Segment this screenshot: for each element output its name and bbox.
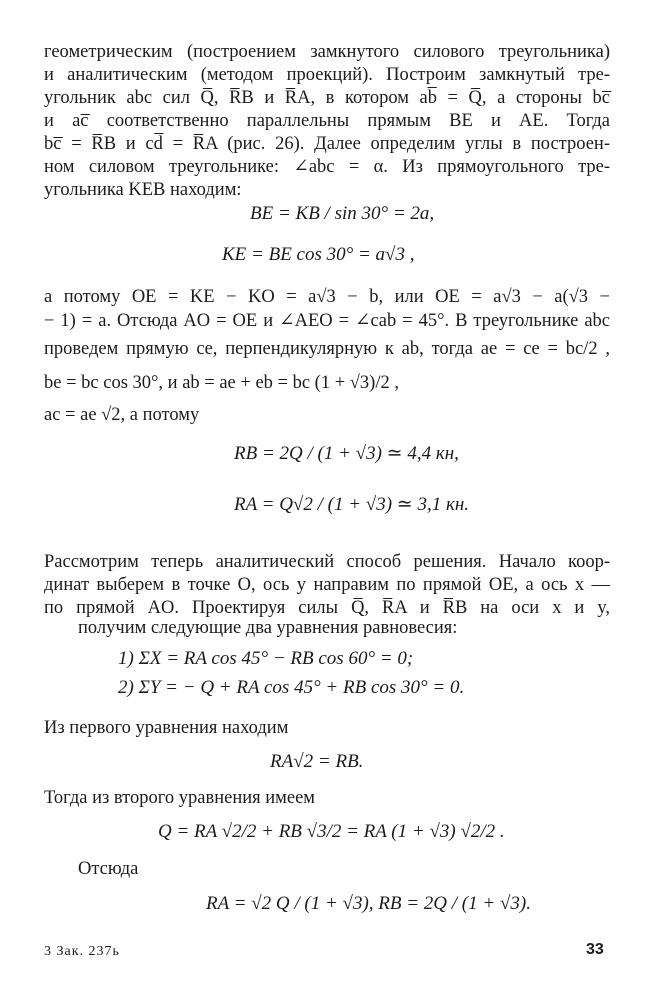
page-number: 33: [586, 941, 604, 958]
body-line: ac = ae √2, а потому: [44, 405, 200, 425]
formula-final: RA = √2 Q / (1 + √3), RB = 2Q / (1 + √3).: [206, 893, 531, 914]
equilibrium-equation-1: 1) ΣX = RA cos 45° − RB cos 60° = 0;: [118, 648, 414, 669]
body-line: be = bc cos 30°, и ab = ae + eb = bc (1 + √3)/2 ,: [44, 373, 399, 393]
equilibrium-equation-2: 2) ΣY = − Q + RA cos 45° + RB cos 30° = 0.: [118, 677, 465, 698]
formula-rb: RB = 2Q / (1 + √3) ≃ 4,4 кн,: [234, 443, 459, 464]
body-line: проведем прямую ce, перпендикулярную к ab, тогда ae = ce = bc/2 ,: [44, 339, 610, 359]
body-line: угольника KEB находим:: [44, 180, 242, 200]
printer-mark: 3 Зак. 237ь: [44, 944, 120, 959]
body-line: получим следующие два уравнения равновесия:: [78, 618, 458, 638]
body-line: по прямой AO. Проектируя силы Q̅, R̅A и R̅B на оси x и y,: [44, 598, 610, 618]
formula-ra: RA = Q√2 / (1 + √3) ≃ 3,1 кн.: [234, 494, 470, 515]
formula-ra-rb: RA√2 = RB.: [270, 751, 364, 772]
body-line: и ac̅ соответственно параллельны прямым BE и AE. Тогда: [44, 111, 610, 131]
body-line: а потому OE = KE − KO = a√3 − b, или OE = a√3 − a(√3 −: [44, 287, 610, 307]
body-line: − 1) = a. Отсюда AO = OE и ∠AEO = ∠cab = 45°. В треугольнике abc: [44, 311, 610, 331]
body-line: bc̅ = R̅B и cd̅ = R̅A (рис. 26). Далее определим углы в построен-: [44, 134, 610, 154]
formula-ke: KE = BE cos 30° = a√3 ,: [222, 244, 415, 265]
body-line: Из первого уравнения находим: [44, 718, 289, 738]
formula-be: BE = KB / sin 30° = 2a,: [250, 203, 435, 224]
body-line: геометрическим (построением замкнутого силового треугольника): [44, 42, 610, 62]
body-line: Рассмотрим теперь аналитический способ решения. Начало коор-: [44, 552, 610, 572]
body-line: Отсюда: [78, 859, 139, 879]
body-line: Тогда из второго уравнения имеем: [44, 788, 316, 808]
formula-q: Q = RA √2/2 + RB √3/2 = RA (1 + √3) √2/2 .: [158, 821, 505, 842]
body-line: динат выберем в точке O, ось y направим по прямой OE, а ось x —: [44, 575, 610, 595]
body-line: ном силовом треугольнике: ∠abc = α. Из прямоугольного тре-: [44, 157, 610, 177]
body-line: угольник abc сил Q̅, R̅B и R̅A, в котором ab̅ = Q̅, а стороны bc̅: [44, 88, 610, 108]
body-line: и аналитическим (методом проекций). Построим замкнутый тре-: [44, 65, 610, 85]
